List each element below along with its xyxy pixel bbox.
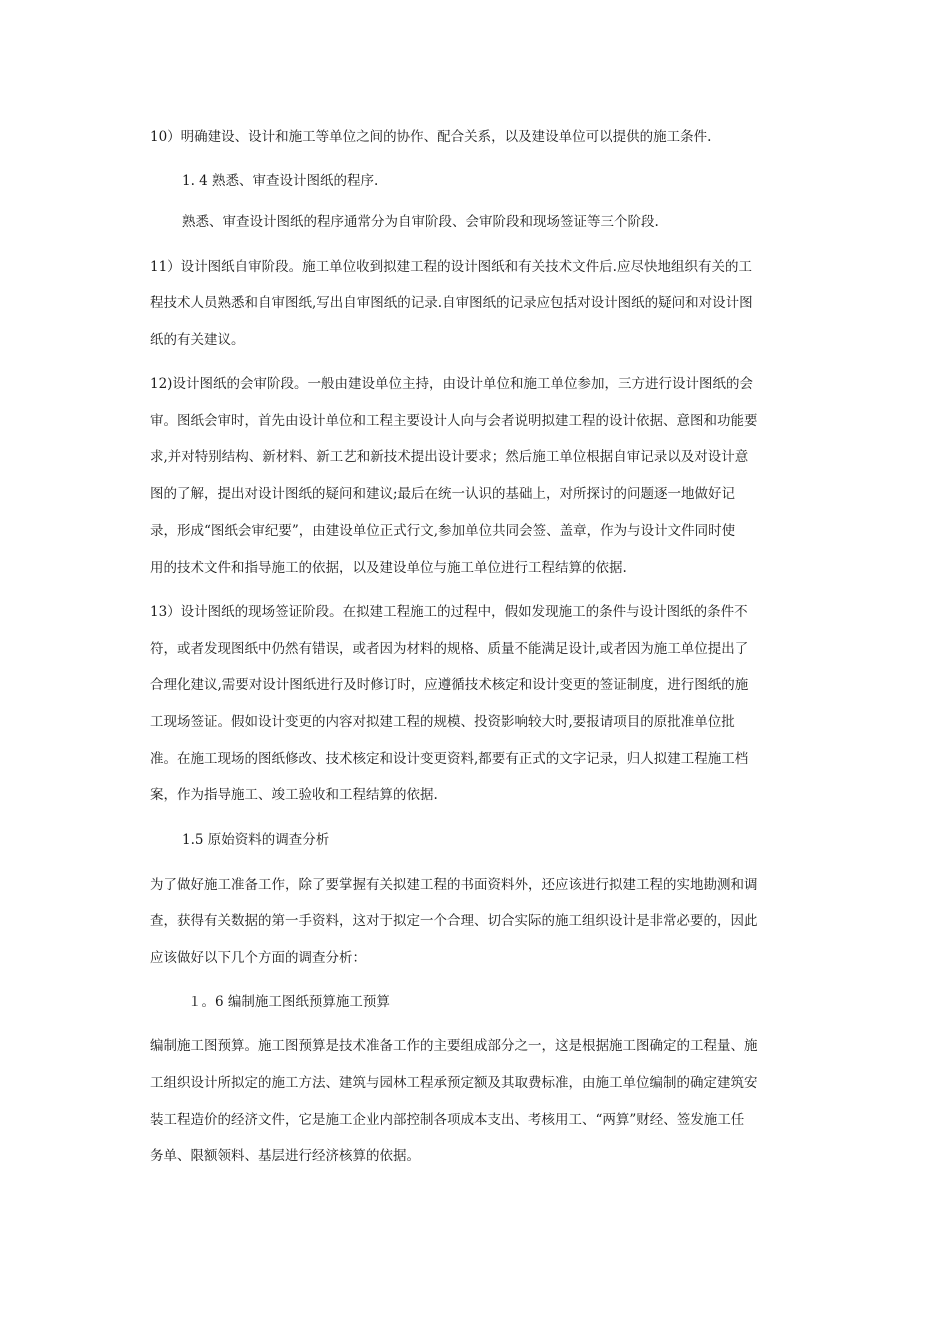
section-intro-paragraph: 熟悉、审查设计图纸的程序通常分为自审阶段、会审阶段和现场签证等三个阶段. xyxy=(182,214,659,230)
budget-paragraph-line-4: 务单、限额领料、基层进行经济核算的依据。 xyxy=(150,1148,420,1164)
paragraph-item-13-line-2: 符，或者发现图纸中仍然有错误，或者因为材料的规格、质量不能满足设计,或者因为施工单位提出了 xyxy=(150,641,749,657)
paragraph-item-13-line-6: 案，作为指导施工、竣工验收和工程结算的依据. xyxy=(150,787,438,803)
paragraph-item-11-line-3: 纸的有关建议。 xyxy=(150,332,245,348)
survey-paragraph-line-1: 为了做好施工准备工作，除了要掌握有关拟建工程的书面资料外，还应该进行拟建工程的实地勘测和调 xyxy=(150,877,758,893)
paragraph-item-10: 10）明确建设、设计和施工等单位之间的协作、配合关系，以及建设单位可以提供的施工条件. xyxy=(150,129,712,145)
budget-paragraph-line-2: 工组织设计所拟定的施工方法、建筑与园林工程承预定额及其取费标准，由施工单位编制的确定建筑安 xyxy=(150,1075,758,1091)
section-heading-1-4: 1. 4 熟悉、审查设计图纸的程序. xyxy=(182,173,379,189)
section-heading-1-5: 1.5 原始资料的调查分析 xyxy=(182,832,330,848)
paragraph-item-12-line-4: 图的了解，提出对设计图纸的疑问和建议;最后在统一认识的基础上，对所探讨的问题逐一地做好记 xyxy=(150,486,736,502)
paragraph-item-11-line-1: 11）设计图纸自审阶段。施工单位收到拟建工程的设计图纸和有关技术文件后.应尽快地组织有关的工 xyxy=(150,259,752,275)
paragraph-item-12-line-6: 用的技术文件和指导施工的依据，以及建设单位与施工单位进行工程结算的依据. xyxy=(150,560,627,576)
paragraph-item-12-line-5: 录，形成“图纸会审纪要”，由建设单位正式行文,参加单位共同会签、盖章，作为与设计文件同时使 xyxy=(150,523,736,539)
survey-paragraph-line-3: 应该做好以下几个方面的调查分析： xyxy=(150,950,366,966)
section-heading-1-6: １。6 编制施工图纸预算施工预算 xyxy=(188,994,390,1010)
budget-paragraph-line-3: 装工程造价的经济文件，它是施工企业内部控制各项成本支出、考核用工、“两算”财经、签发施工任 xyxy=(150,1112,745,1128)
budget-paragraph-line-1: 编制施工图预算。施工图预算是技术准备工作的主要组成部分之一，这是根据施工图确定的工程量、施 xyxy=(150,1038,758,1054)
paragraph-item-12-line-2: 审。图纸会审时，首先由设计单位和工程主要设计人向与会者说明拟建工程的设计依据、意图和功能要 xyxy=(150,413,758,429)
paragraph-item-12-line-1: 12)设计图纸的会审阶段。一般由建设单位主持，由设计单位和施工单位参加，三方进行设计图纸的会 xyxy=(150,376,753,392)
paragraph-item-11-line-2: 程技术人员熟悉和自审图纸,写出自审图纸的记录.自审图纸的记录应包括对设计图纸的疑问和对设计图 xyxy=(150,295,753,311)
survey-paragraph-line-2: 查，获得有关数据的第一手资料，这对于拟定一个合理、切合实际的施工组织设计是非常必要的，因此 xyxy=(150,913,758,929)
paragraph-item-12-line-3: 求,并对特别结构、新材料、新工艺和新技术提出设计要求；然后施工单位根据自审记录以及对设计意 xyxy=(150,449,749,465)
paragraph-item-13-line-1: 13）设计图纸的现场签证阶段。在拟建工程施工的过程中，假如发现施工的条件与设计图纸的条件不 xyxy=(150,604,748,620)
paragraph-item-13-line-4: 工现场签证。假如设计变更的内容对拟建工程的规模、投资影响较大时,要报请项目的原批准单位批 xyxy=(150,714,735,730)
paragraph-item-13-line-3: 合理化建议,需要对设计图纸进行及时修订时，应遵循技术核定和设计变更的签证制度，进行图纸的施 xyxy=(150,677,749,693)
paragraph-item-13-line-5: 准。在施工现场的图纸修改、技术核定和设计变更资料,都要有正式的文字记录，归人拟建工程施工档 xyxy=(150,751,749,767)
